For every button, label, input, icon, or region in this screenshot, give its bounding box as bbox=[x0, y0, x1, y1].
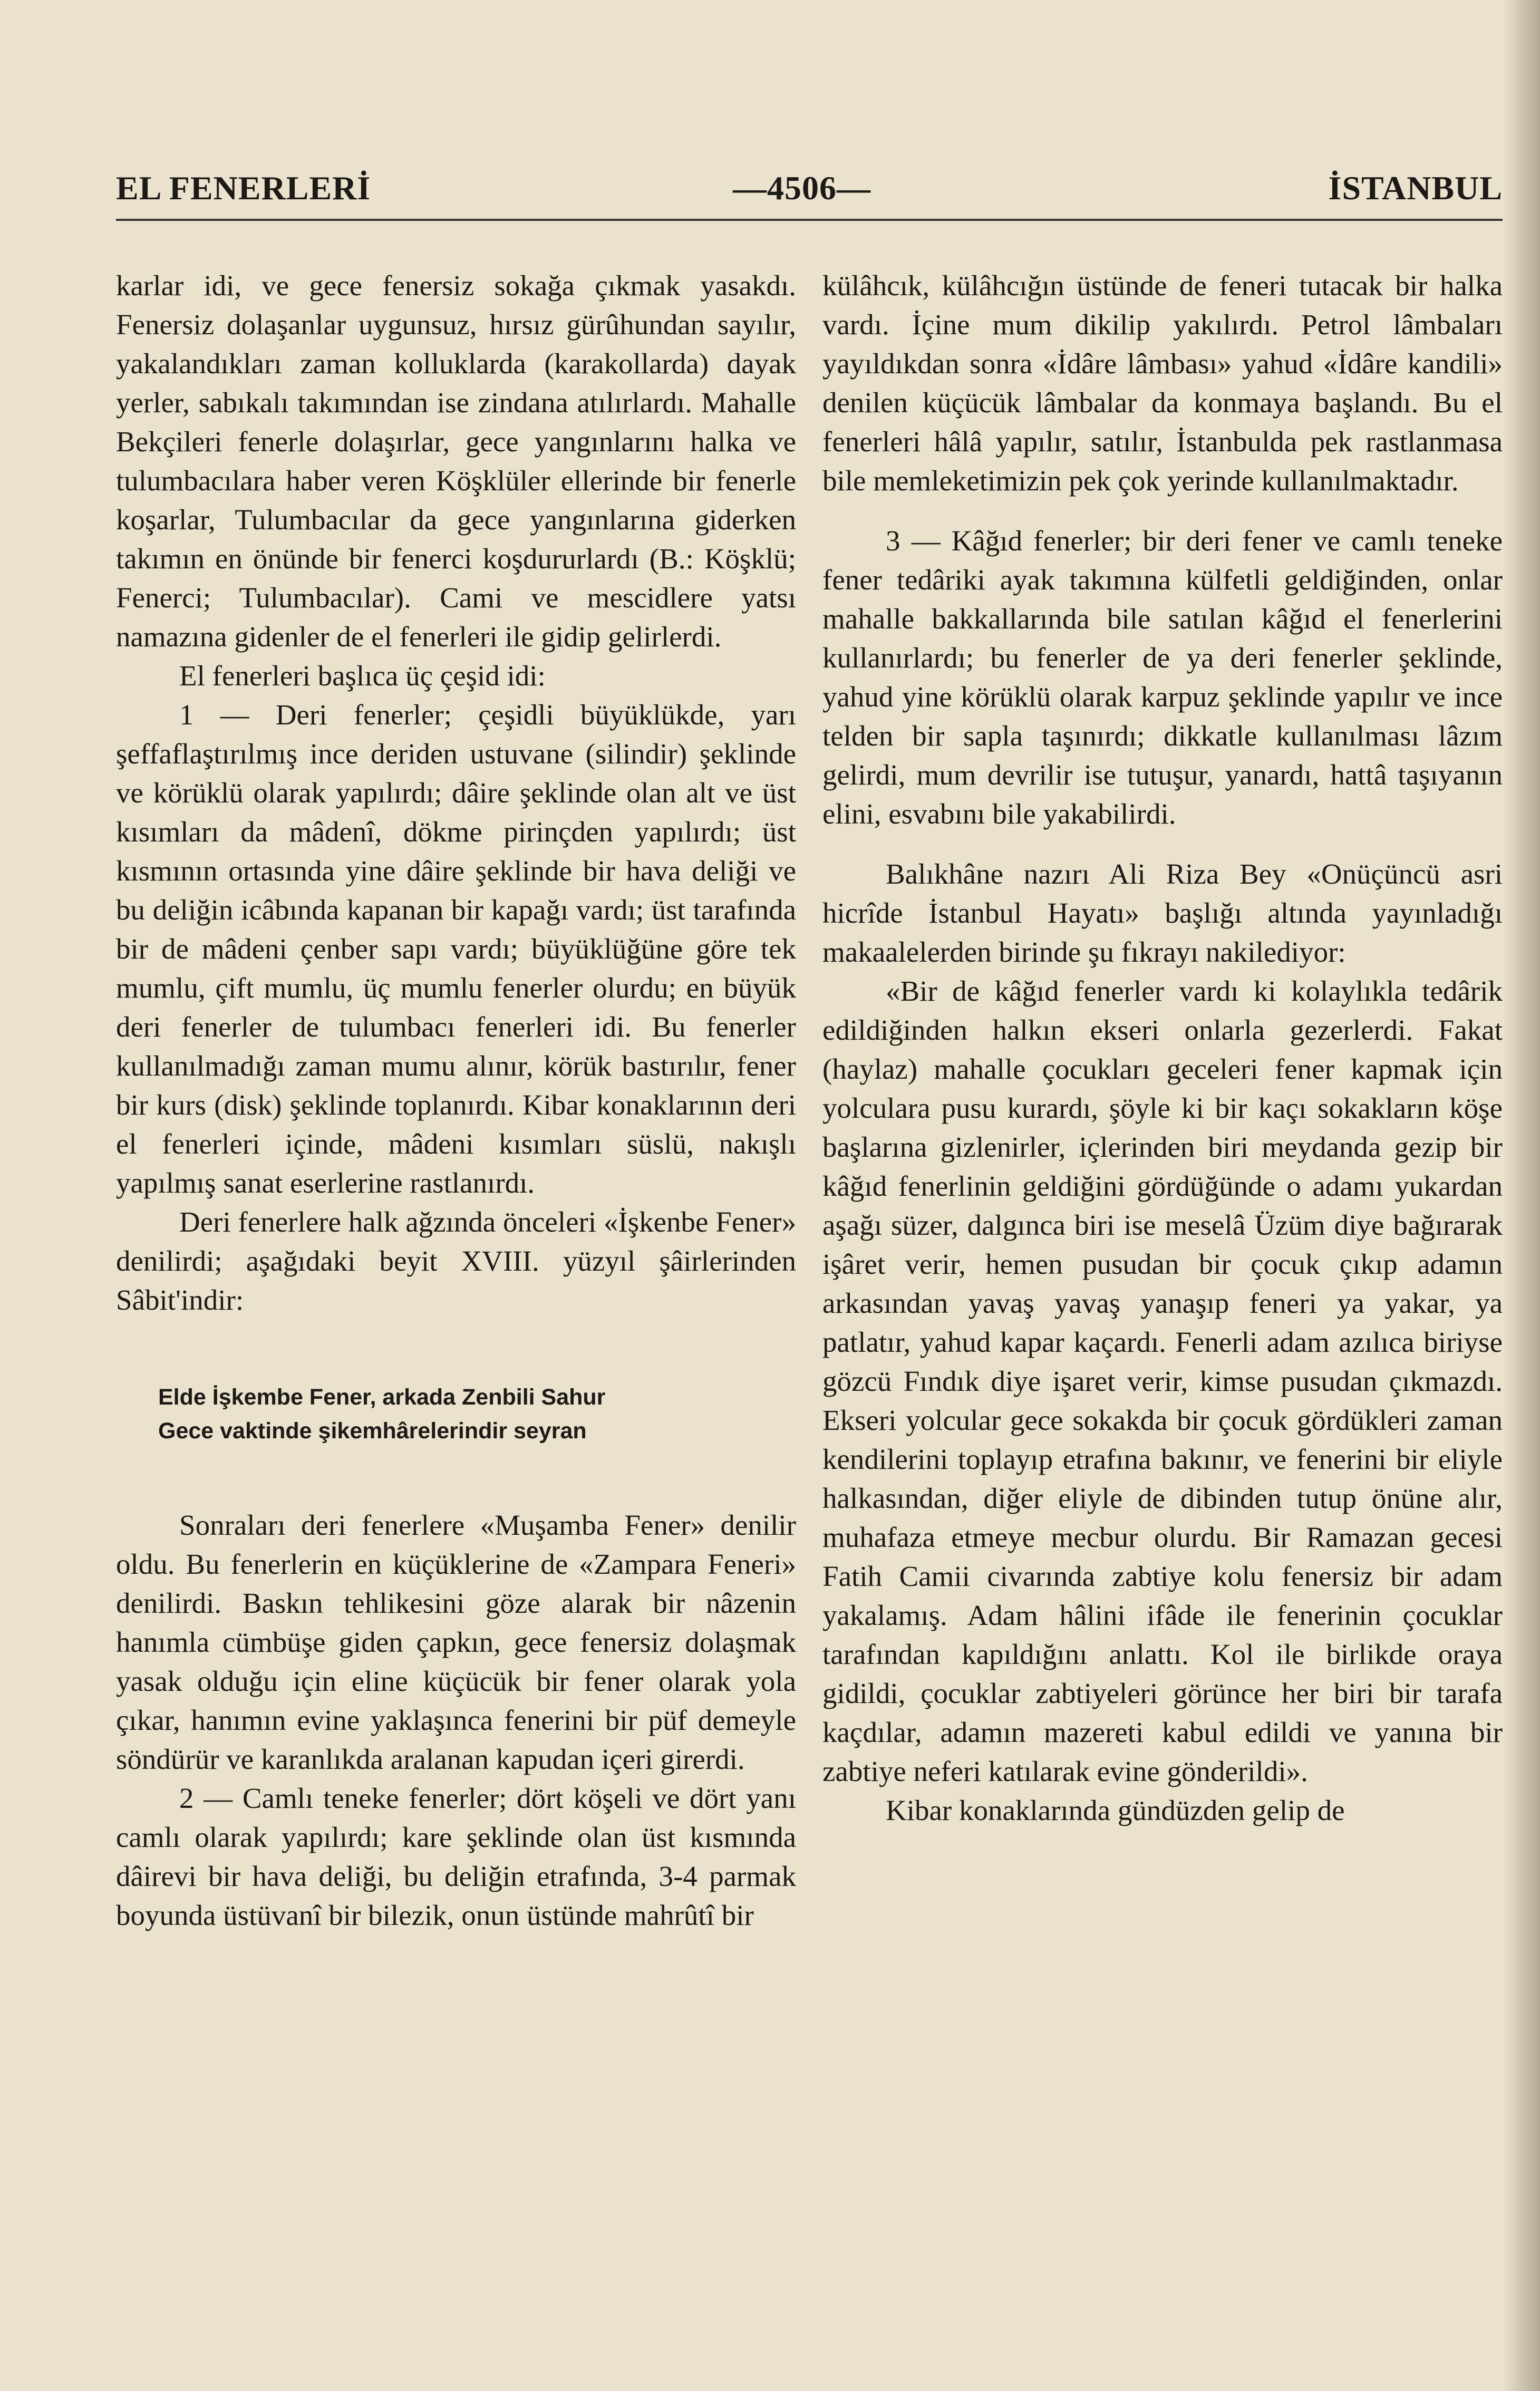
page-edge-shadow bbox=[1503, 0, 1540, 2391]
paragraph: 3 — Kâğıd fenerler; bir deri fener ve camlı teneke fener tedâriki ayak takımına külfetli geldiğinden, onlar mahalle bakkallarında bile satılan kâğıd el fenerlerini kullanırlardı; bu fenerler de ya deri fenerler şeklinde, yahud yine körüklü olarak karpuz şeklinde yapılır ve ince telden bir sapla taşınırdı; dikkatle kullanılması lâzım gelirdi, mum devrilir ise tutuşur, yanardı, hattâ taşıyanın elini, esvabını bile yakabilirdi. bbox=[822, 525, 1503, 830]
paragraph: Sonraları deri fenerlere «Muşamba Fener» denilir oldu. Bu fenerlerin en küçüklerine de «Zampara Feneri» denilirdi. Baskın tehlikesini göze alarak bir nâzenin hanımla cümbüşe giden çapkın, gece fenersiz dolaşmak yasak olduğu için eline küçücük bir fener olarak yola çıkar, hanımın evine yaklaşınca fenerini bir püf demeyle söndürür ve karanlıkda aralanan kapudan içeri girerdi. bbox=[116, 1509, 796, 1775]
paragraph: Deri fenerlere halk ağzında önceleri «İşkenbe Fener» denilirdi; aşağıdaki beyit XVIII. yüzyıl şâirlerinden Sâbit'indir: bbox=[116, 1206, 796, 1316]
paragraph: külâhcık, külâhcığın üstünde de feneri tutacak bir halka vardı. İçine mum dikilip yakılırdı. Petrol lâmbaları yayıldıkdan sonra «İdâre lâmbası» yahud «İdâre kandili» denilen küçücük lâmbalar da konmaya başlandı. Bu el fenerleri hâlâ yapılır, satılır, İstanbulda pek rastlanmasa bile memleketimizin pek çok yerinde kullanılmaktadır. bbox=[822, 269, 1503, 497]
page-number: —4506— bbox=[733, 169, 871, 207]
paragraph: Balıkhâne nazırı Ali Riza Bey «Onüçüncü asri hicrîde İstanbul Hayatı» başlığı altında yayınladığı makaalelerden birinde şu fıkrayı nakilediyor: bbox=[822, 858, 1503, 968]
paragraph: 1 — Deri fenerler; çeşidli büyüklükde, yarı şeffaflaştırılmış ince deriden ustuvane (silindir) şeklinde ve körüklü olarak yapılırdı; dâire şeklinde olan alt ve üst kısımları da mâdenî, dökme pirinçden yapılırdı; üst kısmının ortasında yine dâire şeklinde bir hava deliği ve bu deliğin icâbında kapanan bir kapağı vardı; üst tarafında bir de mâdeni çenber sapı vardı; büyüklüğüne göre tek mumlu, çift mumlu, üç mumlu fenerler olurdu; en büyük deri fenerler de tulumbacı fenerleri idi. Bu fenerler kullanılmadığı zaman mumu alınır, körük bastırılır, fener bir kurs (disk) şeklinde toplanırdı. Kibar konaklarının deri el fenerleri içinde, mâdeni kısımları süslü, nakışlı yapılmış sanat eserlerine rastlanırdı. bbox=[116, 699, 796, 1199]
paragraph: Kibar konaklarında gündüzden gelip de bbox=[886, 1794, 1345, 1826]
spacer bbox=[822, 500, 1503, 521]
verse-block bbox=[158, 1380, 796, 1448]
paragraph: karlar idi, ve gece fenersiz sokağa çıkmak yasakdı. Fenersiz dolaşanlar uygunsuz, hırsız gürûhundan sayılır, yakalandıkları zaman kolluklarda (karakollarda) dayak yerler, sabıkalı takımından ise zindana atılırlardı. Mahalle Bekçileri fenerle dolaşırlar, gece yangınlarını halka ve tulumbacılara haber veren Köşklüler ellerinde bir fenerle koşarlar, Tulumbacılar da gece yangınlarına giderken takımın en önünde bir fenerci koşdururlardı (B.: Köşklü; Fenerci; Tulumbacılar). Cami ve mescidlere yatsı namazına gidenler de el fenerleri ile gidip gelirlerdi. bbox=[116, 269, 796, 653]
verse-line: Gece vaktinde şikemhârelerindir seyran bbox=[158, 1418, 587, 1444]
left-column bbox=[116, 266, 796, 1935]
quoted-paragraph: «Bir de kâğıd fenerler vardı ki kolaylıkla tedârik edildiğinden halkın ekseri onlarla gezerlerdi. Fakat (haylaz) mahalle çocukları geceleri fener kapmak için yolculara pusu kurardı, şöyle ki bir kaçı sokakların köşe başlarına gizlenirler, içlerinden biri meydanda gezip bir kâğıd fenerlinin geldiğini gördüğünde o adamı yukardan aşağı süzer, dalgınca biri ise meselâ Üzüm diye bağırarak işâret verir, hemen pusudan bir çocuk çıkıp adamın arkasından yavaş yavaş yanaşıp feneri ya yakar, ya patlatır, yahud kapar kaçardı. Fenerli adam azılıca biriyse gözcü Fındık diye işaret verir, kimse pusudan çıkmazdı. Ekseri yolcular gece sokakda bir çocuk gördükleri zaman kendilerini toplayıp etrafına bakınır, ve fenerini bir eliyle halkasından, diğer eliyle de dibinden tutup önüne alır, muhafaza etmeye mecbur olurdu. Bir Ramazan gecesi Fatih Camii civarında zabtiye kolu fenersiz bir adam yakalamış. Adam hâlini ifâde ile fenerinin çocuklar tarafından kapıldığını anlattı. Kol ile birlikde oraya gidildi, çocuklar zabtiyeleri görünce her biri bir tarafa kaçdılar, adamın mazereti kabul edildi ve yanına bir zabtiye neferi katılarak evine gönderildi». bbox=[822, 975, 1503, 1787]
spacer bbox=[822, 834, 1503, 855]
verse-line: Elde İşkembe Fener, arkada Zenbili Sahur bbox=[158, 1385, 606, 1410]
running-title: EL FENERLERİ bbox=[116, 169, 371, 207]
paragraph: 2 — Camlı teneke fenerler; dört köşeli ve dört yanı camlı olarak yapılırdı; kare şeklinde olan üst kısmında dâirevi bir hava deliği, bu deliğin etrafında, 3-4 parmak boyunda üstüvanî bir bilezik, onun üstünde mahrûtî bir bbox=[116, 1782, 796, 1931]
section-title: İSTANBUL bbox=[1328, 169, 1503, 207]
header-rule bbox=[116, 219, 1503, 221]
right-column bbox=[822, 266, 1503, 1830]
page-header bbox=[116, 156, 1503, 219]
paragraph: El fenerleri başlıca üç çeşid idi: bbox=[179, 660, 546, 692]
